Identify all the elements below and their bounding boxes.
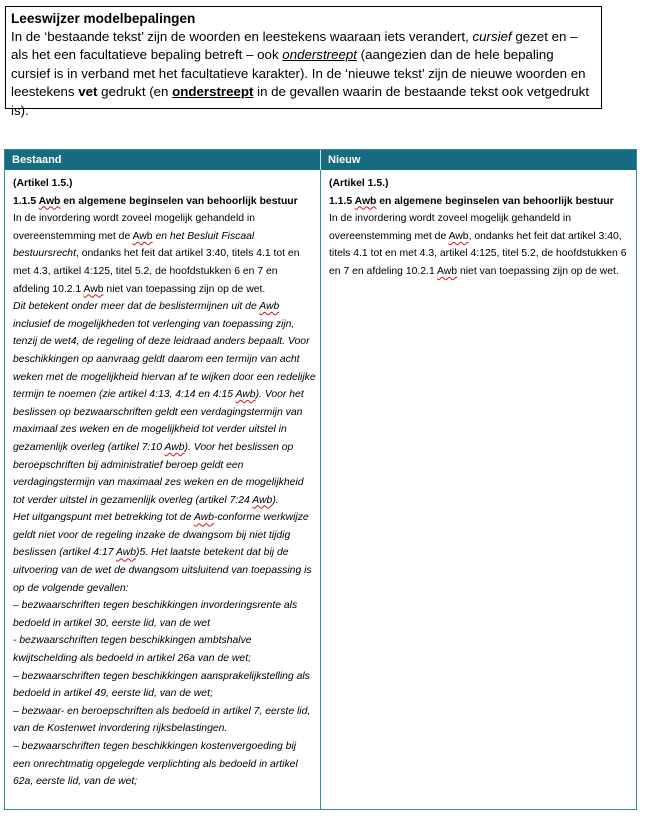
p1-awb2: Awb bbox=[437, 265, 458, 277]
p2-awb3: Awb bbox=[164, 441, 185, 453]
heading-awb: Awb bbox=[354, 195, 377, 207]
p2-awb4: Awb bbox=[252, 494, 273, 506]
paragraph-2 bbox=[13, 298, 316, 509]
p1-c: niet van toepassing zijn op de wet. bbox=[103, 283, 266, 295]
guide-onderstreept-bold: onderstreept bbox=[172, 84, 254, 100]
heading-awb: Awb bbox=[38, 195, 61, 207]
p1-a: In de invordering wordt zoveel mogelijk gehandeld in overeenstemming met de bbox=[13, 213, 256, 242]
p2-d: ). Voor het beslissen op beroepschriften bij administratief beroep geldt een verdagingstermijn van maximaal zes weken en de mogelijkheid tot verder uitstel in gezamenlijk overleg (artikel 7:24 bbox=[13, 441, 304, 506]
artikel-label: (Artikel 1.5.) bbox=[13, 178, 73, 189]
list-item: - bezwaarschriften tegen beschikkingen ambtshalve kwijtschelding als bedoeld in artikel 26a van de wet; bbox=[13, 635, 252, 665]
p3-a: Het uitgangspunt met betrekking tot de bbox=[13, 512, 194, 524]
p1-awb2: Awb bbox=[83, 283, 104, 295]
list-item: – bezwaarschriften tegen beschikkingen aansprakelijkstelling als bedoeld in artikel 49, eerste lid, van de wet; bbox=[13, 670, 310, 700]
column-bestaand bbox=[5, 170, 321, 809]
guide-text-5: in de gevallen waarin de bestaande tekst ook vetgedrukt is). bbox=[11, 84, 590, 118]
comparison-table bbox=[4, 149, 637, 810]
header-nieuw: Nieuw bbox=[328, 154, 361, 166]
heading-number: 1.1.5 bbox=[329, 195, 355, 207]
p2-e: ). bbox=[272, 494, 279, 506]
p1-c: niet van toepassing zijn op de wet. bbox=[457, 265, 619, 277]
p3-awb: Awb bbox=[193, 512, 215, 524]
p1-b: , ondanks het feit dat artikel 3:40, titels 4.1 tot en met 4.3, artikel 4:125, titel 5.2, de hoofdstukken 6 en 7 en afdeling 10.2.1 bbox=[329, 230, 627, 277]
artikel-label: (Artikel 1.5.) bbox=[329, 178, 389, 189]
article-heading bbox=[13, 193, 316, 211]
heading-rest: en algemene beginselen van behoorlijk bestuur bbox=[376, 195, 614, 207]
p2-a: Dit betekent onder meer dat de beslistermijnen uit de bbox=[13, 301, 260, 313]
p2-awb2: Awb bbox=[235, 389, 256, 401]
table-body-row bbox=[5, 170, 636, 809]
reading-guide-text bbox=[11, 28, 596, 120]
reading-guide-title: Leeswijzer modelbepalingen bbox=[11, 11, 196, 26]
paragraph-1 bbox=[329, 210, 632, 280]
paragraph-3 bbox=[13, 509, 316, 597]
p1-awb: Awb bbox=[132, 230, 153, 242]
list-item: – bezwaarschriften tegen beschikkingen kostenvergoeding bij een onrechtmatig opgelegde verplichting als bedoeld in artikel 62a, eerste lid, van de wet; bbox=[13, 741, 298, 788]
heading-rest: en algemene beginselen van behoorlijk bestuur bbox=[60, 195, 298, 207]
header-bestaand: Bestaand bbox=[5, 150, 321, 170]
p1-a: In de invordering wordt zoveel mogelijk gehandeld in overeenstemming met de bbox=[329, 213, 572, 242]
guide-vet: vet bbox=[78, 84, 98, 100]
table-header-row bbox=[5, 150, 636, 170]
reading-guide-box bbox=[5, 6, 602, 118]
guide-text-3: (aangezien dan de hele bepaling cursief is in verband met het facultatieve karakter). In de ‘nieuwe tekst’ zijn de nieuwe woorden en leestekens bbox=[11, 47, 586, 100]
guide-cursief: cursief bbox=[472, 29, 512, 44]
article-heading bbox=[329, 193, 632, 211]
guide-text-4: gedrukt (en bbox=[97, 84, 173, 100]
p3-b: -conforme werkwijze geldt niet voor de regeling inzake de dwangsom bij niet tijdig beslissen (artikel 4:17 bbox=[13, 512, 309, 559]
p3-awb2: Awb bbox=[116, 547, 137, 559]
p1-awb: Awb bbox=[448, 230, 469, 242]
list-item: – bezwaar- en beroepschriften als bedoeld in artikel 7, eerste lid, van de Kostenwet invordering rijksbelastingen. bbox=[13, 705, 311, 735]
column-nieuw bbox=[321, 170, 636, 809]
guide-text-1: In de ‘bestaande tekst’ zijn de woorden en leestekens waaraan iets verandert, bbox=[11, 29, 473, 44]
paragraph-1 bbox=[13, 210, 316, 298]
p2-awb: Awb bbox=[259, 301, 280, 313]
p3-c: )5. Het laatste betekent dat bij de uitvoering van de wet de dwangsom uitsluitend van toepassing is op de volgende gevallen: bbox=[13, 547, 312, 594]
guide-onderstreept: onderstreept bbox=[282, 47, 357, 63]
guide-text-2: gezet en – als het een facultatieve bepaling betreft – ook bbox=[11, 29, 578, 63]
p1-b: , ondanks het feit dat artikel 3:40, titels 4.1 tot en met 4.3, artikel 4:125, titel 5.2, de hoofdstukken 6 en 7 en afdeling 10.2.1 bbox=[13, 248, 300, 295]
p2-b: inclusief de mogelijkheden tot verlenging van toepassing zijn, tenzij de wet4, de regeling of deze leidraad anders bepaalt. Voor beschikkingen op aanvraag geldt daarom een termijn van acht weken met de mogelijkheid hiervan af te wijken door een redelijke termijn te noemen (zie artikel 4:13, 4:14 en 4:15 bbox=[13, 318, 316, 401]
list-item: – bezwaarschriften tegen beschikkingen invorderingsrente als bedoeld in artikel 30, eerste lid, van de wet bbox=[13, 600, 298, 629]
p2-c: ). Voor het beslissen op bezwaarschriften geldt een verdagingstermijn van maximaal zes weken en de mogelijkheid tot verder uitstel in gezamenlijk overleg (artikel 7:10 bbox=[13, 389, 304, 453]
heading-number: 1.1.5 bbox=[13, 195, 39, 207]
p1-italic: en het Besluit Fiscaal bestuursrecht bbox=[13, 230, 255, 260]
